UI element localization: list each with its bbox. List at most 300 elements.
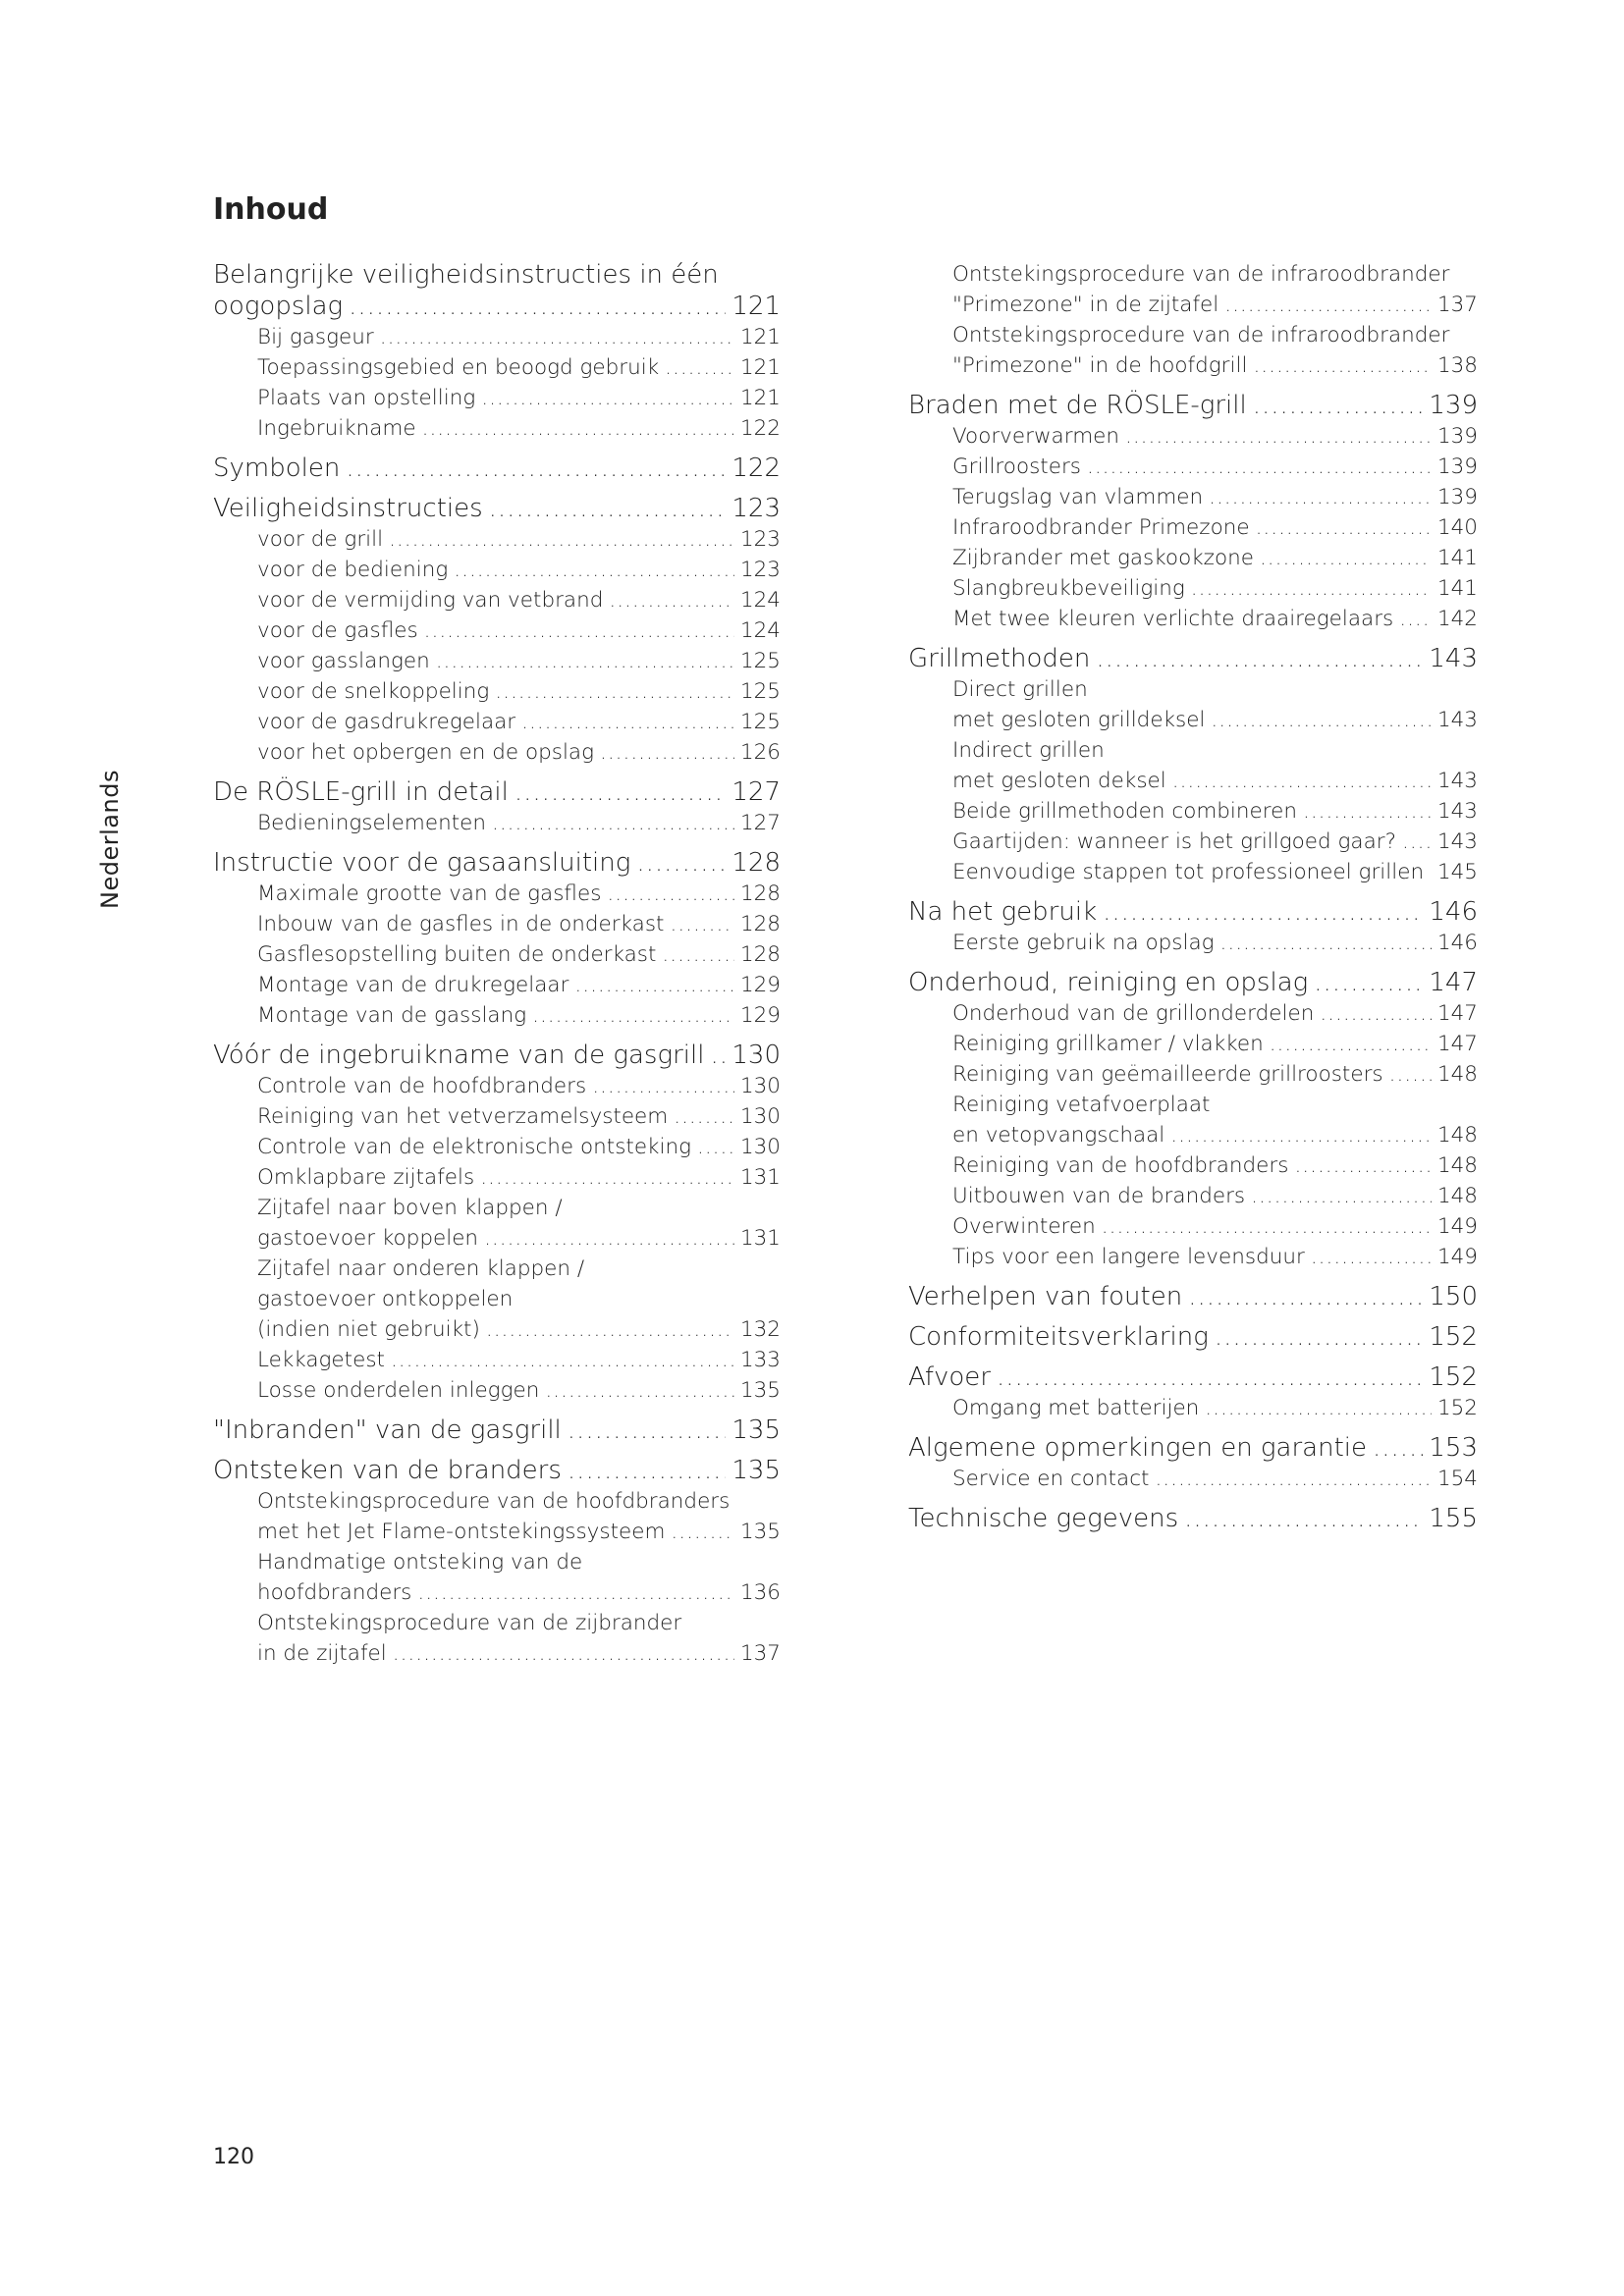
toc-dot-leader — [600, 737, 734, 768]
toc-dot-leader — [1087, 452, 1432, 482]
toc-page-number: 137 — [1436, 293, 1478, 317]
toc-page-number: 135 — [739, 1520, 781, 1544]
toc-dot-leader — [1270, 1029, 1432, 1059]
page-title: Inhoud — [213, 192, 329, 227]
toc-entry-title: Reiniging van de hoofdbranders — [952, 1153, 1289, 1178]
toc-page-number: 143 — [1429, 644, 1478, 673]
toc-chapter — [908, 1362, 1478, 1393]
toc-section — [908, 604, 1478, 634]
toc-page-number: 130 — [731, 1041, 781, 1070]
toc-section — [213, 1254, 781, 1345]
toc-entry-title: Reiniging van het vetverzamelsysteem — [257, 1104, 669, 1129]
toc-entry-title: Algemene opmerkingen en garantie — [908, 1433, 1367, 1463]
toc-dot-leader — [592, 1071, 734, 1101]
toc-dot-leader — [480, 1162, 734, 1193]
toc-entry-text-line: Ontstekingsprocedure van de infraroodbrander — [952, 262, 1450, 287]
toc-dot-leader — [1314, 967, 1423, 998]
toc-section — [213, 1608, 781, 1669]
toc-dot-leader — [1096, 643, 1423, 674]
toc-entry-title: Instructie voor de gasaansluiting — [213, 848, 631, 878]
toc-section — [213, 1193, 781, 1254]
toc-page-number: 121 — [739, 325, 781, 349]
toc-section — [213, 585, 781, 615]
toc-section — [213, 879, 781, 909]
toc-page-number: 130 — [739, 1135, 781, 1159]
toc-dot-leader — [424, 615, 734, 646]
toc-dot-leader — [1256, 512, 1432, 543]
toc-entry-title: Terugslag van vlammen — [952, 485, 1204, 509]
toc-entry-title: Beide grillmethoden combineren — [952, 799, 1297, 824]
toc-entry-title: voor de vermijding van vetbrand — [257, 588, 604, 613]
toc-page-number: 131 — [739, 1226, 781, 1251]
toc-dot-leader — [492, 808, 734, 838]
toc-dot-leader — [1303, 796, 1432, 827]
toc-page-number: 125 — [739, 649, 781, 673]
toc-section — [213, 413, 781, 444]
toc-page-number: 128 — [739, 942, 781, 967]
toc-entry-title: Lekkagetest — [257, 1348, 385, 1372]
toc-section — [908, 421, 1478, 452]
toc-dot-leader — [1191, 573, 1432, 604]
toc-entry-title: Gasflesopstelling buiten de onderkast — [257, 942, 657, 967]
toc-section — [908, 735, 1478, 796]
toc-entry-title: Plaats van opstelling — [257, 386, 476, 410]
toc-page-number: 146 — [1436, 931, 1478, 955]
toc-page-number: 140 — [1436, 515, 1478, 540]
toc-page-number: 122 — [731, 454, 781, 483]
toc-section — [213, 808, 781, 838]
toc-section — [908, 1090, 1478, 1150]
toc-dot-leader — [1294, 1150, 1432, 1181]
toc-page-number: 131 — [739, 1165, 781, 1190]
toc-section — [213, 1547, 781, 1608]
toc-page-number: 129 — [739, 973, 781, 997]
toc-entry-title: Bij gasgeur — [257, 325, 374, 349]
toc-page-number: 126 — [739, 740, 781, 765]
toc-entry-title: in de zijtafel — [257, 1641, 387, 1666]
toc-section — [213, 1375, 781, 1406]
toc-entry-title: Grillmethoden — [908, 644, 1091, 673]
toc-chapter — [213, 453, 781, 484]
toc-dot-leader — [1125, 421, 1432, 452]
toc-section — [213, 352, 781, 383]
toc-entry-title: Eenvoudige stappen tot professioneel grillen — [952, 860, 1425, 884]
toc-entry-title: voor de gasfles — [257, 618, 418, 643]
toc-entry-title: Maximale grootte van de gasfles — [257, 881, 602, 906]
toc-page-number: 139 — [1436, 424, 1478, 449]
toc-section — [908, 1150, 1478, 1181]
toc-dot-leader — [417, 1577, 734, 1608]
toc-dot-leader — [1311, 1242, 1432, 1272]
toc-entry-title: voor gasslangen — [257, 649, 430, 673]
toc-chapter — [213, 493, 781, 524]
toc-dot-leader — [532, 1000, 734, 1031]
toc-page-number: 130 — [739, 1104, 781, 1129]
toc-entry-title: Overwinteren — [952, 1214, 1096, 1239]
toc-page-number: 132 — [739, 1317, 781, 1342]
toc-entry-title: Montage van de drukregelaar — [257, 973, 569, 997]
toc-page-number: 129 — [739, 1003, 781, 1028]
toc-section — [908, 1393, 1478, 1423]
toc-entry-title: Reiniging van geëmailleerde grillroosters — [952, 1062, 1383, 1087]
toc-dot-leader — [1172, 766, 1432, 796]
toc-dot-leader — [1224, 290, 1432, 320]
toc-chapter — [908, 896, 1478, 928]
toc-entry-title: Braden met de RÖSLE-grill — [908, 391, 1247, 420]
toc-dot-leader — [1251, 1181, 1432, 1211]
toc-page-number: 128 — [739, 881, 781, 906]
toc-dot-leader — [665, 352, 734, 383]
toc-entry-title: "Inbranden" van de gasgrill — [213, 1415, 562, 1445]
toc-section — [213, 1071, 781, 1101]
toc-dot-leader — [1205, 1393, 1432, 1423]
toc-dot-leader — [393, 1638, 734, 1669]
toc-section — [213, 322, 781, 352]
toc-dot-leader — [1260, 543, 1432, 573]
toc-dot-leader — [1103, 896, 1423, 928]
toc-entry-title: voor de gasdrukregelaar — [257, 710, 516, 734]
toc-page-number: 146 — [1429, 897, 1478, 927]
toc-dot-leader — [1399, 604, 1432, 634]
toc-section — [908, 543, 1478, 573]
toc-page-number: 124 — [739, 588, 781, 613]
toc-dot-leader — [636, 847, 726, 879]
toc-page-number: 121 — [739, 386, 781, 410]
toc-entry-title: Zijbrander met gaskookzone — [952, 546, 1254, 570]
toc-dot-leader — [436, 646, 734, 676]
toc-entry-title: Symbolen — [213, 454, 341, 483]
toc-dot-leader — [484, 1223, 734, 1254]
toc-page-number: 147 — [1436, 1032, 1478, 1056]
toc-dot-leader — [1253, 350, 1432, 381]
toc-section — [908, 998, 1478, 1029]
toc-section — [213, 524, 781, 555]
toc-entry-title: "Primezone" in de zijtafel — [952, 293, 1219, 317]
toc-section — [908, 320, 1478, 381]
toc-page-number: 147 — [1436, 1001, 1478, 1026]
toc-page-number: 133 — [739, 1348, 781, 1372]
toc-chapter — [908, 967, 1478, 998]
toc-entry-text-line: gastoevoer ontkoppelen — [257, 1287, 514, 1311]
toc-section — [213, 646, 781, 676]
toc-page-number: 141 — [1436, 546, 1478, 570]
toc-entry-title: (indien niet gebruikt) — [257, 1317, 480, 1342]
toc-page-number: 138 — [1436, 353, 1478, 378]
toc-page-number: 121 — [739, 355, 781, 380]
toc-dot-leader — [607, 879, 734, 909]
toc-page-number: 152 — [1436, 1396, 1478, 1420]
toc-entry-title: "Primezone" in de hoofdgrill — [952, 353, 1248, 378]
toc-column-left — [213, 259, 781, 1669]
toc-entry-title: met gesloten grilldeksel — [952, 708, 1206, 732]
toc-dot-leader — [1253, 390, 1424, 421]
toc-page-number: 155 — [1429, 1504, 1478, 1533]
toc-page-number: 135 — [739, 1378, 781, 1403]
toc-dot-leader — [514, 776, 726, 808]
toc-section — [908, 827, 1478, 857]
toc-entry-text-line: Indirect grillen — [952, 738, 1105, 763]
toc-entry-title: Infraroodbrander Primezone — [952, 515, 1250, 540]
toc-section — [213, 1000, 781, 1031]
toc-page-number: 149 — [1436, 1245, 1478, 1269]
toc-entry-title: voor het opbergen en de opslag — [257, 740, 595, 765]
toc-entry-text-line: Belangrijke veiligheidsinstructies in één — [213, 260, 719, 290]
toc-dot-leader — [697, 1132, 734, 1162]
toc-section — [908, 928, 1478, 958]
toc-entry-title: Met twee kleuren verlichte draairegelaars — [952, 607, 1394, 631]
toc-dot-leader — [662, 939, 734, 970]
toc-dot-leader — [574, 970, 734, 1000]
toc-page-number: 123 — [731, 494, 781, 523]
toc-entry-title: voor de snelkoppeling — [257, 679, 490, 704]
toc-page-number: 122 — [739, 416, 781, 441]
toc-page-number: 142 — [1436, 607, 1478, 631]
toc-dot-leader — [1188, 1281, 1423, 1312]
toc-chapter — [213, 259, 781, 322]
toc-entry-title: Eerste gebruik na opslag — [952, 931, 1215, 955]
toc-chapter — [908, 1281, 1478, 1312]
toc-dot-leader — [1373, 1432, 1423, 1464]
toc-page-number: 136 — [739, 1580, 781, 1605]
toc-section — [908, 573, 1478, 604]
toc-dot-leader — [609, 585, 734, 615]
toc-page-number: 153 — [1429, 1433, 1478, 1463]
toc-entry-title: De RÖSLE-grill in detail — [213, 777, 509, 807]
toc-entry-title: Toepassingsgebied en beoogd gebruik — [257, 355, 660, 380]
toc-section — [908, 482, 1478, 512]
toc-dot-leader — [545, 1375, 734, 1406]
toc-dot-leader — [454, 555, 734, 585]
toc-page-number: 154 — [1436, 1467, 1478, 1491]
toc-section — [213, 1101, 781, 1132]
toc-page-number: 145 — [1436, 860, 1478, 884]
toc-entry-text-line: Handmatige ontsteking van de — [257, 1550, 583, 1575]
toc-section — [213, 1345, 781, 1375]
toc-entry-text-line: Zijtafel naar onderen klappen / — [257, 1256, 585, 1281]
toc-entry-title: gastoevoer koppelen — [257, 1226, 479, 1251]
toc-section — [908, 796, 1478, 827]
toc-page-number: 143 — [1436, 769, 1478, 793]
toc-dot-leader — [391, 1345, 734, 1375]
toc-page-number: 123 — [739, 527, 781, 552]
toc-entry-title: Inbouw van de gasfles in de onderkast — [257, 912, 665, 936]
toc-section — [213, 383, 781, 413]
toc-page-number: 128 — [731, 848, 781, 878]
toc-page-number: 139 — [1429, 391, 1478, 420]
toc-dot-leader — [1215, 1321, 1424, 1353]
toc-entry-title: Verhelpen van fouten — [908, 1282, 1183, 1311]
toc-page-number: 147 — [1429, 968, 1478, 997]
toc-dot-leader — [1211, 705, 1432, 735]
toc-column-right — [908, 259, 1478, 1534]
toc-entry-text-line: Direct grillen — [952, 677, 1088, 702]
toc-entry-text-line: Ontstekingsprocedure van de zijbrander — [257, 1611, 682, 1635]
toc-chapter — [908, 1432, 1478, 1464]
toc-page-number: 130 — [739, 1074, 781, 1098]
toc-dot-leader — [380, 322, 734, 352]
toc-entry-text-line: Reiniging vetafvoerplaat — [952, 1093, 1211, 1117]
toc-dot-leader — [422, 413, 734, 444]
toc-entry-title: Vóór de ingebruikname van de gasgrill — [213, 1041, 705, 1070]
toc-section — [213, 1132, 781, 1162]
toc-page-number: 139 — [1436, 485, 1478, 509]
toc-dot-leader — [710, 1040, 726, 1071]
toc-section — [908, 1029, 1478, 1059]
toc-page-number: 152 — [1429, 1322, 1478, 1352]
toc-entry-title: met gesloten deksel — [952, 769, 1166, 793]
toc-chapter — [213, 1415, 781, 1446]
toc-chapter — [908, 1321, 1478, 1353]
toc-entry-title: Slangbreukbeveiliging — [952, 576, 1185, 601]
language-side-label: Nederlands — [96, 770, 124, 909]
toc-page-number: 125 — [739, 710, 781, 734]
toc-entry-title: Bedieningselementen — [257, 811, 486, 835]
toc-dot-leader — [1320, 998, 1432, 1029]
toc-entry-text-line: Ontstekingsprocedure van de hoofdbranders — [257, 1489, 731, 1514]
toc-chapter — [908, 643, 1478, 674]
toc-dot-leader — [674, 1101, 734, 1132]
toc-entry-title: Gaartijden: wanneer is het grillgoed gaar? — [952, 829, 1397, 854]
toc-section — [908, 1181, 1478, 1211]
toc-page-number: 127 — [731, 777, 781, 807]
toc-dot-leader — [1430, 857, 1432, 887]
toc-dot-leader — [521, 707, 734, 737]
toc-dot-leader — [349, 291, 726, 322]
toc-section — [908, 259, 1478, 320]
toc-entry-title: Onderhoud van de grillonderdelen — [952, 1001, 1315, 1026]
toc-entry-title: Onderhoud, reiniging en opslag — [908, 968, 1309, 997]
toc-dot-leader — [495, 676, 734, 707]
toc-page-number: 127 — [739, 811, 781, 835]
toc-section — [908, 1059, 1478, 1090]
toc-page-number: 135 — [731, 1456, 781, 1485]
toc-dot-leader — [1170, 1120, 1432, 1150]
page-number: 120 — [213, 2145, 254, 2169]
toc-section — [908, 452, 1478, 482]
toc-entry-title: Veiligheidsinstructies — [213, 494, 483, 523]
toc-dot-leader — [389, 524, 734, 555]
toc-section — [213, 1162, 781, 1193]
toc-entry-title: hoofdbranders — [257, 1580, 412, 1605]
toc-dot-leader — [1389, 1059, 1432, 1090]
toc-entry-title: Ingebruikname — [257, 416, 416, 441]
toc-entry-title: Uitbouwen van de branders — [952, 1184, 1246, 1208]
toc-page-number: 139 — [1436, 454, 1478, 479]
toc-entry-text-line: Ontstekingsprocedure van de infraroodbrander — [952, 323, 1450, 347]
toc-chapter — [213, 847, 781, 879]
toc-section — [908, 512, 1478, 543]
toc-page-number: 143 — [1436, 829, 1478, 854]
toc-dot-leader — [671, 1517, 734, 1547]
toc-dot-leader — [1402, 827, 1432, 857]
toc-page-number: 128 — [739, 912, 781, 936]
toc-page-number: 143 — [1436, 708, 1478, 732]
toc-dot-leader — [1155, 1464, 1432, 1494]
toc-entry-title: Ontsteken van de branders — [213, 1456, 562, 1485]
toc-page-number: 137 — [739, 1641, 781, 1666]
toc-entry-title: voor de grill — [257, 527, 384, 552]
toc-page-number: 141 — [1436, 576, 1478, 601]
toc-page-number: 123 — [739, 558, 781, 582]
toc-dot-leader — [568, 1455, 726, 1486]
toc-entry-text-line: Zijtafel naar boven klappen / — [257, 1196, 563, 1220]
toc-page-number: 148 — [1436, 1153, 1478, 1178]
toc-entry-title: Conformiteitsverklaring — [908, 1322, 1209, 1352]
toc-section — [213, 555, 781, 585]
toc-entry-title: Na het gebruik — [908, 897, 1098, 927]
toc-entry-title: Tips voor een langere levensduur — [952, 1245, 1305, 1269]
toc-section — [908, 857, 1478, 887]
toc-chapter — [213, 776, 781, 808]
toc-page-number: 149 — [1436, 1214, 1478, 1239]
toc-page-number: 148 — [1436, 1062, 1478, 1087]
toc-section — [213, 615, 781, 646]
toc-entry-title: Omgang met batterijen — [952, 1396, 1200, 1420]
toc-chapter — [908, 1503, 1478, 1534]
toc-entry-title: Voorverwarmen — [952, 424, 1119, 449]
toc-section — [213, 970, 781, 1000]
toc-section — [908, 1211, 1478, 1242]
toc-page-number: 125 — [739, 679, 781, 704]
toc-page-number: 124 — [739, 618, 781, 643]
toc-dot-leader — [481, 383, 734, 413]
toc-entry-title: Omklapbare zijtafels — [257, 1165, 475, 1190]
toc-dot-leader — [997, 1362, 1423, 1393]
toc-section — [213, 1486, 781, 1547]
toc-entry-title: oogopslag — [213, 292, 344, 321]
toc-page-number: 148 — [1436, 1184, 1478, 1208]
toc-entry-title: Losse onderdelen inleggen — [257, 1378, 540, 1403]
toc-entry-title: Technische gegevens — [908, 1504, 1179, 1533]
toc-dot-leader — [1220, 928, 1432, 958]
toc-dot-leader — [489, 493, 727, 524]
toc-entry-title: en vetopvangschaal — [952, 1123, 1165, 1148]
toc-chapter — [213, 1040, 781, 1071]
toc-section — [213, 707, 781, 737]
toc-dot-leader — [670, 909, 733, 939]
toc-section — [213, 676, 781, 707]
toc-page-number: 150 — [1429, 1282, 1478, 1311]
toc-page-number: 135 — [731, 1415, 781, 1445]
toc-section — [213, 939, 781, 970]
toc-entry-title: voor de bediening — [257, 558, 449, 582]
toc-page-number: 143 — [1436, 799, 1478, 824]
toc-section — [213, 737, 781, 768]
toc-chapter — [908, 390, 1478, 421]
toc-dot-leader — [1184, 1503, 1423, 1534]
toc-entry-title: Controle van de elektronische ontsteking — [257, 1135, 692, 1159]
toc-page-number: 148 — [1436, 1123, 1478, 1148]
toc-dot-leader — [1102, 1211, 1432, 1242]
toc-entry-title: Controle van de hoofdbranders — [257, 1074, 587, 1098]
toc-chapter — [213, 1455, 781, 1486]
toc-dot-leader — [346, 453, 726, 484]
toc-dot-leader — [1209, 482, 1432, 512]
toc-entry-title: met het Jet Flame-ontstekingssysteem — [257, 1520, 666, 1544]
toc-section — [908, 1464, 1478, 1494]
toc-entry-title: Grillroosters — [952, 454, 1081, 479]
toc-dot-leader — [486, 1314, 734, 1345]
toc-entry-title: Afvoer — [908, 1362, 991, 1392]
toc-entry-title: Reiniging grillkamer / vlakken — [952, 1032, 1264, 1056]
toc-page-number: 152 — [1429, 1362, 1478, 1392]
toc-entry-title: Service en contact — [952, 1467, 1150, 1491]
toc-section — [213, 909, 781, 939]
toc-section — [908, 1242, 1478, 1272]
toc-section — [908, 674, 1478, 735]
toc-page-number: 121 — [731, 292, 781, 321]
toc-entry-title: Montage van de gasslang — [257, 1003, 527, 1028]
